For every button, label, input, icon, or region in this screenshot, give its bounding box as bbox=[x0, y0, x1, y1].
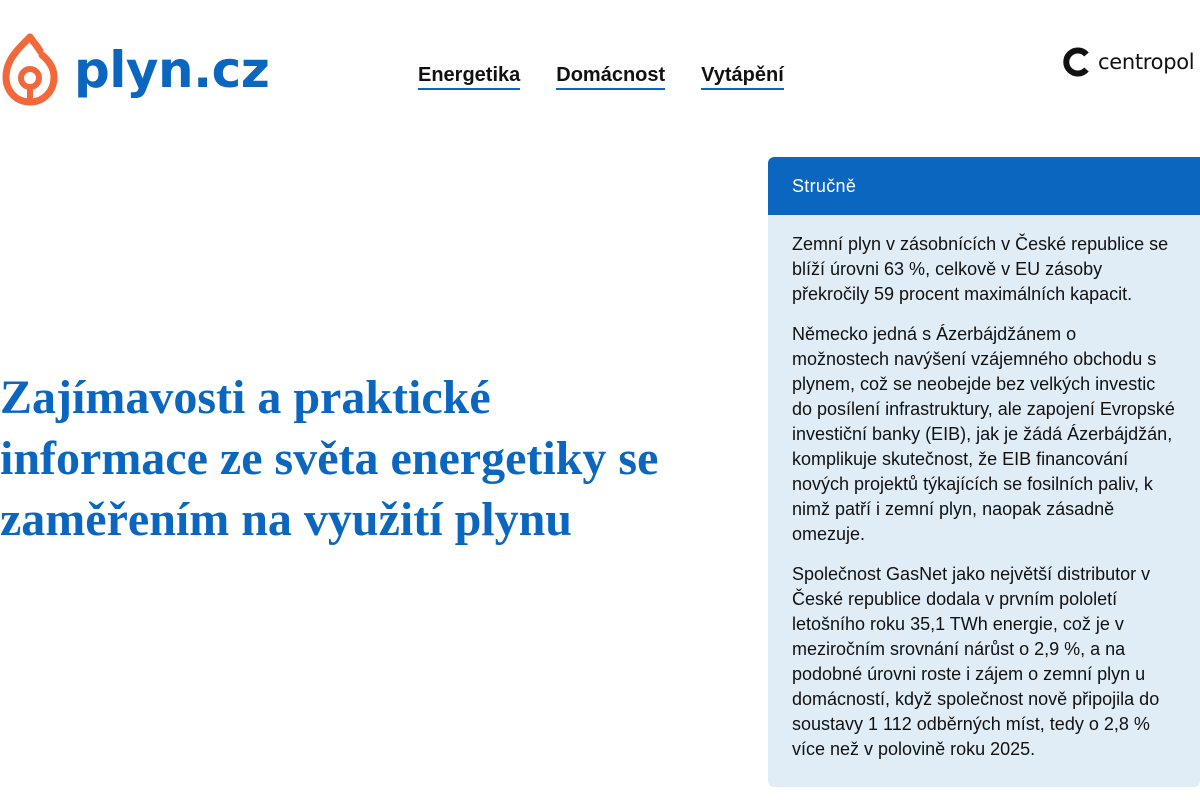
summary-body bbox=[768, 215, 1200, 762]
nav-link-domacnost[interactable]: Domácnost bbox=[556, 63, 665, 90]
site-logo[interactable] bbox=[0, 33, 269, 107]
nav-link-vytapeni[interactable]: Vytápění bbox=[701, 63, 784, 90]
summary-heading: Stručně bbox=[768, 157, 1200, 215]
hero-title: Zajímavosti a praktické informace ze světa energetiky se zaměřením na využití plynu bbox=[0, 371, 659, 546]
centropol-ring-icon bbox=[1062, 46, 1092, 78]
summary-box bbox=[768, 157, 1200, 787]
main-nav bbox=[418, 63, 784, 90]
partner-text: centropol bbox=[1098, 50, 1195, 74]
partner-logo[interactable] bbox=[1062, 46, 1194, 78]
flame-icon bbox=[0, 33, 60, 107]
logo-text: plyn.cz bbox=[74, 41, 270, 99]
summary-paragraph: Zemní plyn v zásobnících v České republice se blíží úrovni 63 %, celkově v EU zásoby překročily 59 procent maximálních kapacit. bbox=[792, 234, 1169, 304]
nav-link-energetika[interactable]: Energetika bbox=[418, 63, 520, 90]
summary-paragraph: Německo jedná s Ázerbájdžánem o možnostech navýšení vzájemného obchodu s plynem, což se neobejde bez velkých investic do posílení infrastruktury, ale zapojení Evropské investiční banky (EIB), jak je žádá Ázerbájdžán, komplikuje skutečnost, že EIB financování nových projektů týkajících se fosilních paliv, k nimž patří i zemní plyn, naopak zásadně omezuje. bbox=[792, 324, 1175, 544]
summary-paragraph: Společnost GasNet jako největší distributor v České republice dodala v prvním pololetí letošního roku 35,1 TWh energie, což je v meziročním srovnání nárůst o 2,9 %, a na podobné úrovni roste i zájem o zemní plyn u domácností, když společnost nově připojila do soustavy 1 112 odběrných míst, tedy o 2,8 % více než v polovině roku 2025. bbox=[792, 564, 1160, 759]
